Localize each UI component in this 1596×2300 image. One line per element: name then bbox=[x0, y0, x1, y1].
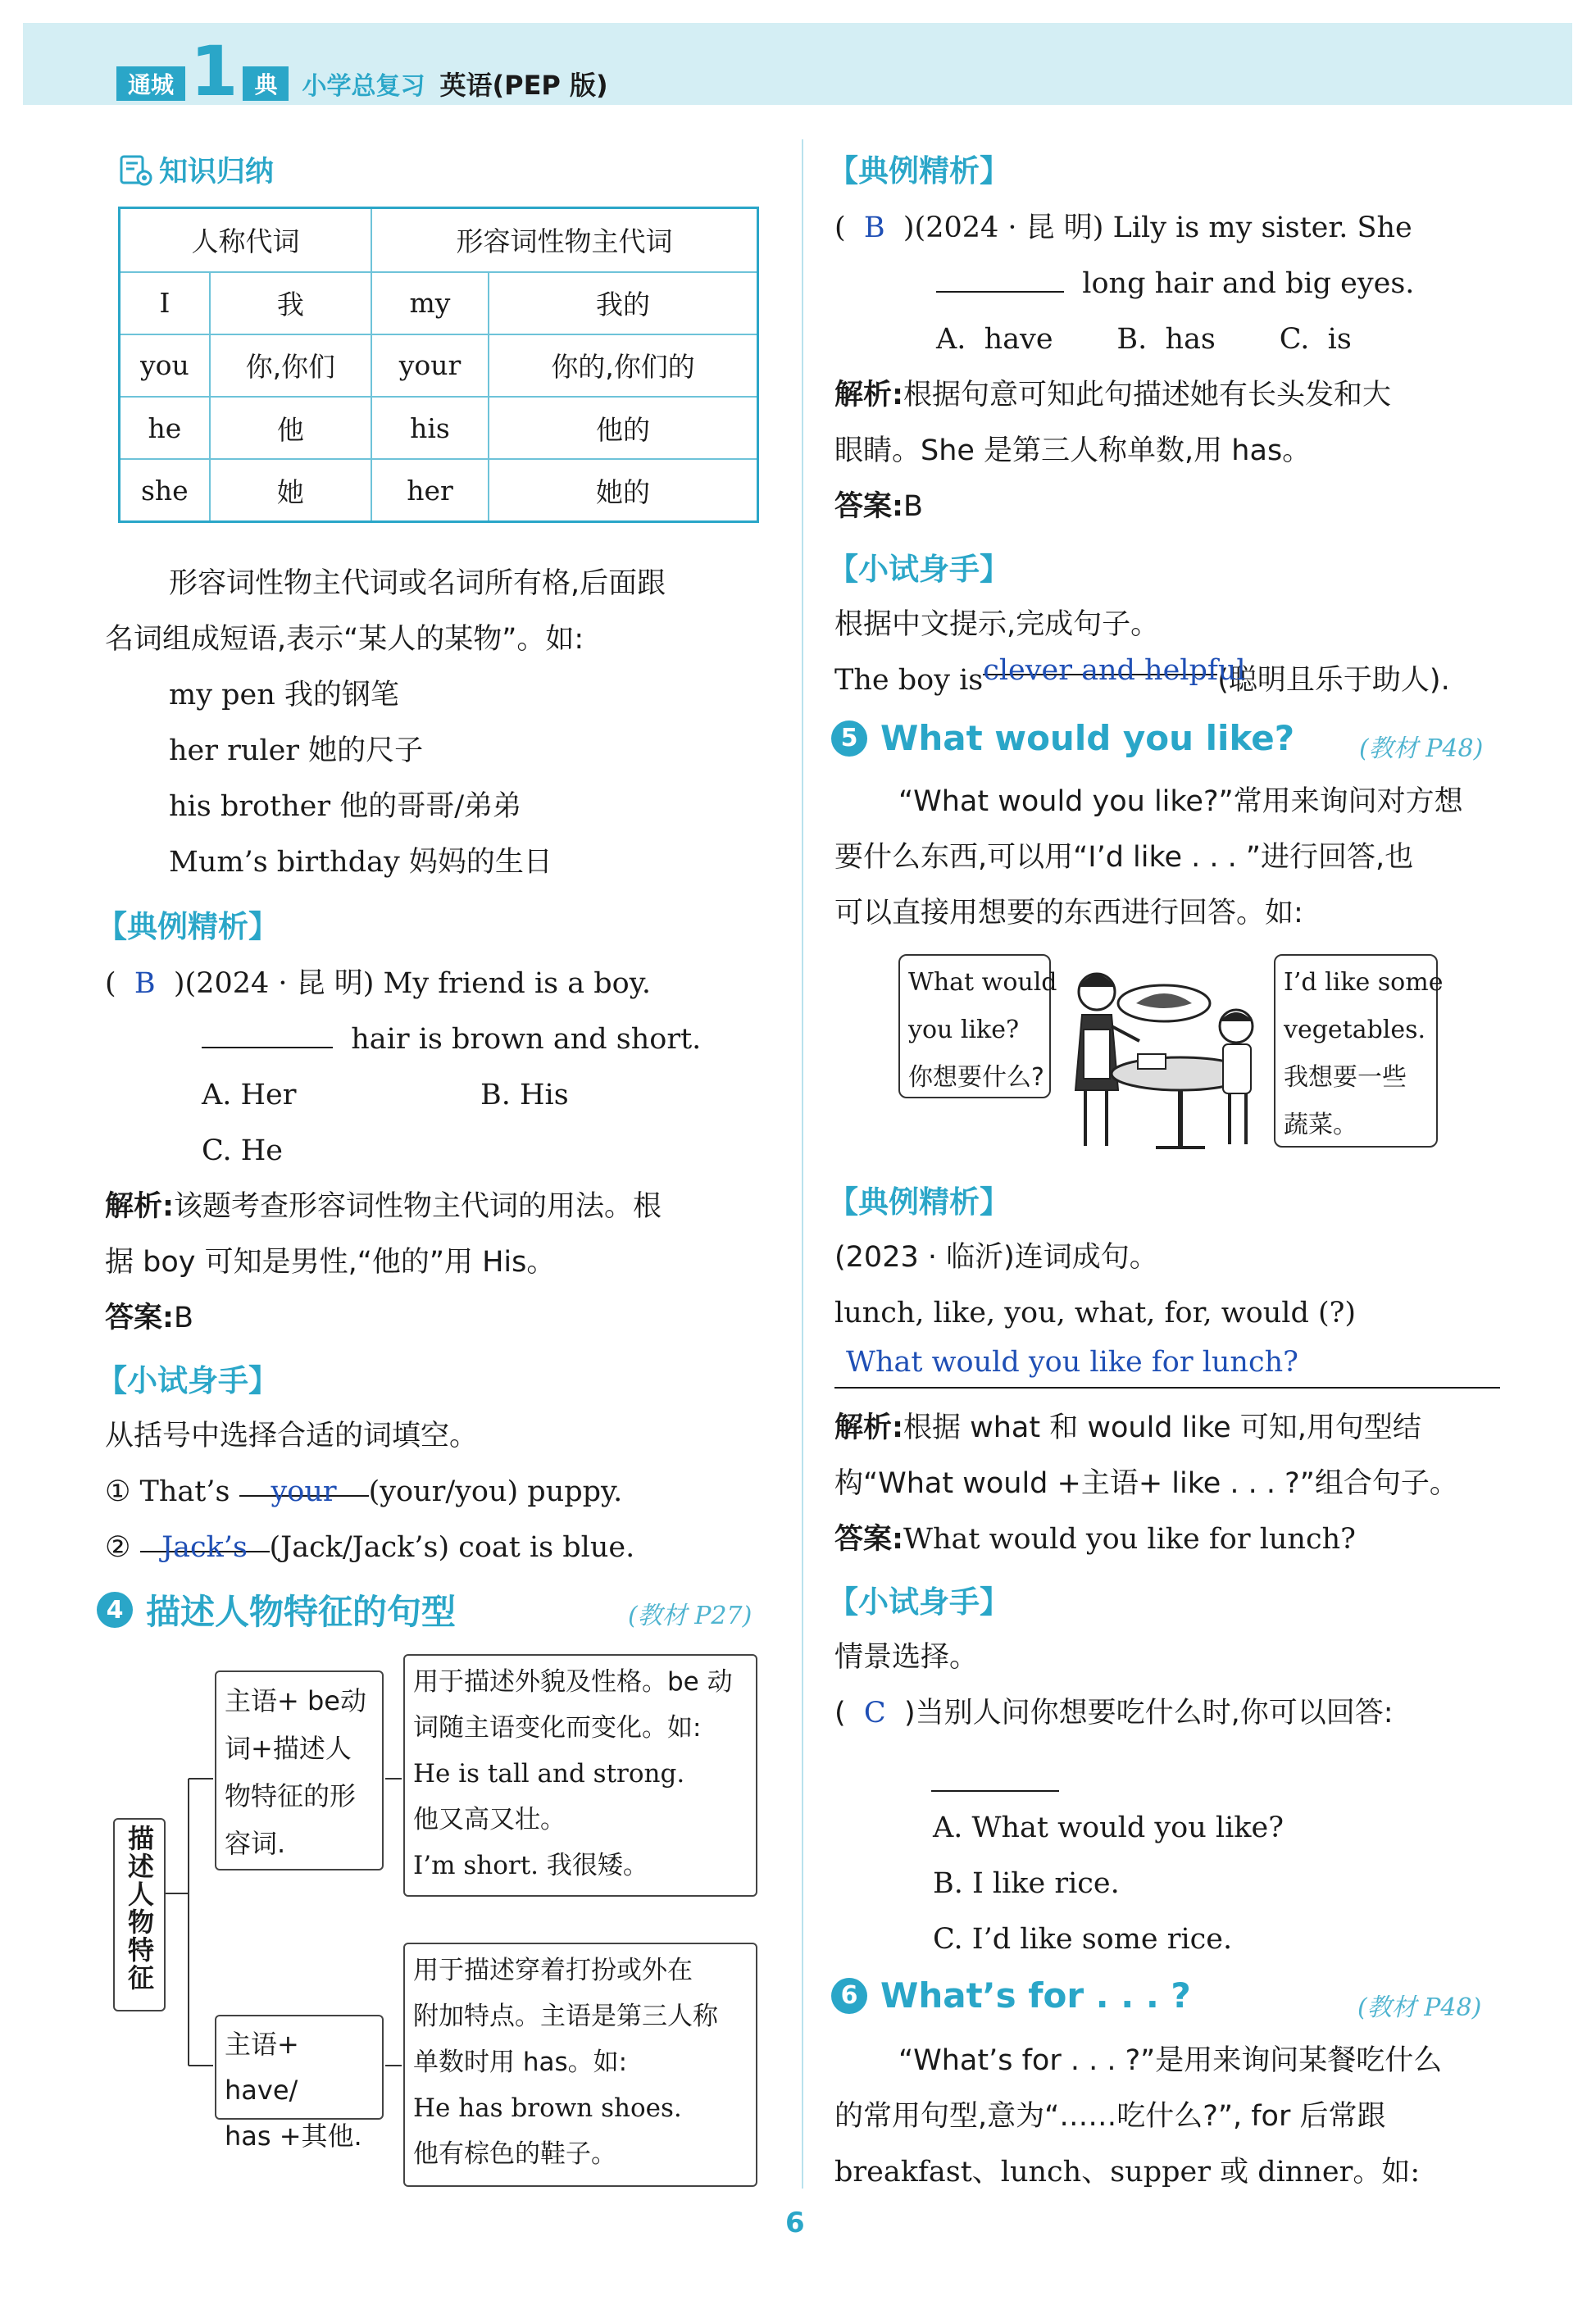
section-title: What’s for . . . ? bbox=[880, 1975, 1191, 2016]
mindmap-desc-have bbox=[403, 1943, 757, 2187]
section-title: What would you like? bbox=[880, 718, 1295, 758]
table-cell: 她的 bbox=[489, 459, 757, 521]
section-6-heading bbox=[831, 1975, 1191, 2016]
answer-blank bbox=[936, 260, 1064, 293]
question-prefix: The boy is bbox=[834, 664, 984, 697]
section-6-paragraph-2: 的常用句型,意为“……吃什么?”, for 后常跟 bbox=[834, 2100, 1386, 2133]
try-heading-left: 【小试身手】 bbox=[97, 1363, 279, 1398]
table-cell: he bbox=[120, 397, 210, 459]
example-question-text: long hair and big eyes. bbox=[1082, 267, 1415, 300]
mindmap-desc-be bbox=[403, 1654, 757, 1897]
example-heading-right-1: 【典例精析】 bbox=[828, 153, 1010, 189]
example-heading-right-2: 【典例精析】 bbox=[828, 1184, 1010, 1220]
filled-answer: Jack’s bbox=[140, 1520, 270, 1552]
table-header-cell: 人称代词 bbox=[120, 208, 371, 272]
example-source: (2023 · 临沂)连词成句。 bbox=[834, 1241, 1158, 1274]
table-row bbox=[120, 397, 758, 459]
logo-tag-2: 典 bbox=[243, 66, 289, 101]
analysis-line-1 bbox=[834, 367, 1391, 423]
try-heading-right-1: 【小试身手】 bbox=[828, 552, 1010, 587]
logo-number: 1 bbox=[190, 31, 239, 111]
table-cell: 他 bbox=[210, 397, 371, 459]
example-question-line-1: ( B )(2024 · 昆 明) My friend is a boy. bbox=[105, 967, 651, 1000]
mindmap-root bbox=[113, 1818, 166, 2011]
subject-name: 英语(PEP 版) bbox=[439, 70, 608, 101]
question-suffix: (your/you) puppy. bbox=[368, 1475, 623, 1508]
desc-line: He is tall and strong. bbox=[413, 1759, 685, 1789]
section-number-badge: 4 bbox=[97, 1592, 133, 1628]
section-6-paragraph-1: “What’s for . . . ?”是用来询问某餐吃什么 bbox=[898, 2044, 1443, 2077]
try-question: ( C )当别人问你想要吃什么时,你可以回答: bbox=[834, 1697, 1394, 1730]
filled-answer: your bbox=[239, 1464, 369, 1497]
table-row bbox=[120, 272, 758, 334]
knowledge-title: 知识归纳 bbox=[159, 156, 275, 189]
knowledge-paragraph-2: 名词组成短语,表示“某人的某物”。如: bbox=[105, 623, 584, 656]
mindmap-root-text: 描述人物特征 bbox=[124, 1825, 155, 1992]
desc-line: 词随主语变化而变化。如: bbox=[413, 1713, 702, 1743]
speech-bubble-left bbox=[898, 954, 1057, 1098]
desc-line: 单数时用 has。如: bbox=[413, 2048, 628, 2077]
desc-line: 他又高又壮。 bbox=[413, 1805, 566, 1834]
example-question-text: hair is brown and short. bbox=[351, 1023, 702, 1056]
try-heading-right-2: 【小试身手】 bbox=[828, 1584, 1010, 1620]
option-a: A. Her bbox=[202, 1079, 297, 1111]
try-question-2 bbox=[105, 1520, 634, 1575]
answer-blank bbox=[202, 1016, 333, 1048]
table-cell: she bbox=[120, 459, 210, 521]
series-logo bbox=[116, 31, 608, 111]
desc-line: 他有棕色的鞋子。 bbox=[413, 2139, 616, 2169]
options-line: A. have B. has C. is bbox=[936, 323, 1352, 356]
table-header-cell: 形容词性物主代词 bbox=[371, 208, 758, 272]
analysis-text: 该题考查形容词性物主代词的用法。根 bbox=[174, 1190, 662, 1223]
example-phrase: her ruler 她的尺子 bbox=[169, 734, 424, 767]
question-text: )当别人问你想要吃什么时,你可以回答: bbox=[903, 1697, 1394, 1730]
table-cell: your bbox=[371, 334, 489, 397]
example-phrase: Mum’s birthday 妈妈的生日 bbox=[169, 846, 552, 879]
analysis-label: 解析: bbox=[834, 379, 903, 411]
example-phrase: his brother 他的哥哥/弟弟 bbox=[169, 790, 521, 823]
desc-line: I’m short. 我很矮。 bbox=[413, 1851, 648, 1880]
pronoun-table bbox=[118, 207, 759, 523]
branch-line: 主语+ have/ bbox=[225, 2029, 299, 2106]
analysis-line-1 bbox=[105, 1179, 662, 1234]
column-divider bbox=[802, 139, 803, 2189]
option-c: C. I’d like some rice. bbox=[933, 1923, 1233, 1956]
book-gear-icon bbox=[118, 152, 154, 188]
analysis-line-2: 据 boy 可知是男性,“他的”用 His。 bbox=[105, 1246, 556, 1279]
analysis-text: 根据句意可知此句描述她有长头发和大 bbox=[903, 379, 1392, 411]
table-header-row bbox=[120, 208, 758, 272]
table-cell: 她 bbox=[210, 459, 371, 521]
branch-line: has +其他. bbox=[225, 2120, 362, 2152]
table-cell: you bbox=[120, 334, 210, 397]
table-row bbox=[120, 334, 758, 397]
question-suffix: (Jack/Jack’s) coat is blue. bbox=[269, 1531, 635, 1564]
try-question bbox=[834, 652, 1450, 708]
logo-tag-1: 通城 bbox=[116, 66, 185, 101]
table-cell: 我 bbox=[210, 272, 371, 334]
try-question-1 bbox=[105, 1464, 622, 1520]
page-number: 6 bbox=[785, 2207, 805, 2239]
answer-underline bbox=[834, 1387, 1500, 1389]
section-number-badge: 6 bbox=[831, 1978, 867, 2014]
branch-line: 词+描述人 bbox=[225, 1733, 352, 1764]
option-b: B. I like rice. bbox=[933, 1867, 1120, 1900]
option-c: C. He bbox=[202, 1134, 284, 1167]
filled-answer: clever and helpful bbox=[983, 643, 1217, 675]
table-cell: I bbox=[120, 272, 210, 334]
table-cell: 你,你们 bbox=[210, 334, 371, 397]
bubble-line: 你想要什么? bbox=[908, 1063, 1044, 1092]
answer-blank bbox=[931, 1790, 1059, 1792]
knowledge-heading bbox=[118, 149, 274, 190]
branch-line: 主语+ be动 bbox=[225, 1685, 366, 1716]
mindmap-branch-be bbox=[215, 1670, 384, 1870]
desc-line: 用于描述穿着打扮或外在 bbox=[413, 1956, 693, 1985]
analysis-line-1 bbox=[834, 1400, 1421, 1456]
bubble-line: What would bbox=[908, 968, 1057, 997]
section-6-paragraph-3: breakfast、lunch、supper 或 dinner。如: bbox=[834, 2156, 1421, 2189]
bubble-line: 我想要一些 bbox=[1284, 1063, 1407, 1092]
mindmap-branch-have bbox=[215, 2015, 384, 2152]
section-5-paragraph-2: 要什么东西,可以用“I’d like . . . ”进行回答,也 bbox=[834, 841, 1414, 874]
branch-line: 容词. bbox=[225, 1828, 286, 1859]
textbook-reference: (教材 P48) bbox=[1359, 734, 1484, 763]
desc-line: 用于描述外貌及性格。be 动 bbox=[413, 1667, 733, 1697]
try-instruction: 根据中文提示,完成句子。 bbox=[834, 608, 1160, 641]
analysis-label: 解析: bbox=[834, 1411, 903, 1444]
example-answer: B bbox=[134, 967, 156, 1000]
answer-line bbox=[834, 479, 923, 534]
section-4-heading bbox=[97, 1585, 456, 1634]
textbook-reference: (教材 P27) bbox=[628, 1602, 753, 1630]
answer-text: B bbox=[903, 490, 924, 523]
option-b: B. His bbox=[480, 1079, 569, 1111]
answer-label: 答案: bbox=[105, 1302, 174, 1334]
answer-text: What would you like for lunch? bbox=[903, 1523, 1356, 1556]
try-instruction: 情景选择。 bbox=[834, 1641, 979, 1674]
example-question-line-2 bbox=[202, 1011, 701, 1067]
section-5-paragraph-1: “What would you like?”常用来询问对方想 bbox=[898, 785, 1463, 818]
plate-of-food-icon bbox=[1118, 985, 1210, 1021]
knowledge-paragraph-1: 形容词性物主代词或名词所有格,后面跟 bbox=[169, 567, 666, 600]
section-number-badge: 5 bbox=[831, 720, 867, 757]
bubble-line: you like? bbox=[908, 1016, 1020, 1044]
try-instruction: 从括号中选择合适的词填空。 bbox=[105, 1420, 479, 1452]
table-cell: his bbox=[371, 397, 489, 459]
analysis-label: 解析: bbox=[105, 1190, 174, 1223]
boy-figure-icon bbox=[1220, 1010, 1253, 1144]
example-question-line-1: ( B )(2024 · 昆 明) Lily is my sister. She bbox=[834, 211, 1412, 244]
section-title: 描述人物特征的句型 bbox=[146, 1592, 457, 1632]
textbook-reference: (教材 P48) bbox=[1357, 1993, 1482, 2022]
example-answer: B bbox=[863, 211, 885, 244]
table-cell: her bbox=[371, 459, 489, 521]
table-cell: 我的 bbox=[489, 272, 757, 334]
answer-line bbox=[105, 1290, 193, 1346]
example-answer: C bbox=[863, 1697, 886, 1730]
table-cell: my bbox=[371, 272, 489, 334]
answer-label: 答案: bbox=[834, 490, 903, 523]
bubble-line: vegetables. bbox=[1284, 1016, 1426, 1044]
section-5-paragraph-3: 可以直接用想要的东西进行回答。如: bbox=[834, 897, 1303, 930]
answer-line bbox=[834, 1511, 1356, 1567]
table-cell: 他的 bbox=[489, 397, 757, 459]
table-cell: 你的,你们的 bbox=[489, 334, 757, 397]
analysis-line-2: 构“What would +主语+ like . . . ?”组合句子。 bbox=[834, 1467, 1458, 1500]
example-heading-left: 【典例精析】 bbox=[97, 909, 279, 944]
question-suffix: (聪明且乐于助人). bbox=[1217, 664, 1450, 697]
speech-bubble-right bbox=[1274, 954, 1444, 1148]
waitress-boy-illustration bbox=[1057, 951, 1271, 1164]
series-name: 小学总复习 bbox=[302, 72, 425, 101]
example-question-text: )(2024 · 昆 明) Lily is my sister. She bbox=[903, 211, 1412, 244]
bubble-line: I’d like some bbox=[1284, 968, 1444, 997]
analysis-line-2: 眼睛。She 是第三人称单数,用 has。 bbox=[834, 434, 1312, 467]
option-a: A. What would you like? bbox=[933, 1811, 1284, 1844]
bubble-line: 蔬菜。 bbox=[1284, 1111, 1357, 1139]
scrambled-words: lunch, like, you, what, for, would (?) bbox=[834, 1297, 1357, 1330]
answer-text: B bbox=[174, 1302, 194, 1334]
analysis-text: 根据 what 和 would like 可知,用句型结 bbox=[903, 1411, 1421, 1444]
example-question-line-2 bbox=[936, 256, 1414, 311]
question-prefix: ① That’s bbox=[105, 1475, 230, 1508]
table-row bbox=[120, 459, 758, 521]
filled-answer-line: What would you like for lunch? bbox=[846, 1346, 1298, 1379]
example-phrase: my pen 我的钢笔 bbox=[169, 679, 399, 711]
answer-label: 答案: bbox=[834, 1523, 903, 1556]
branch-line: 物特征的形 bbox=[225, 1780, 357, 1811]
desc-line: 附加特点。主语是第三人称 bbox=[413, 2002, 718, 2031]
example-question-text: (2024 · 昆 明) My friend is a boy. bbox=[184, 967, 651, 1000]
question-prefix: ② bbox=[105, 1531, 131, 1564]
section-5-heading bbox=[831, 718, 1294, 758]
desc-line: He has brown shoes. bbox=[413, 2093, 682, 2123]
